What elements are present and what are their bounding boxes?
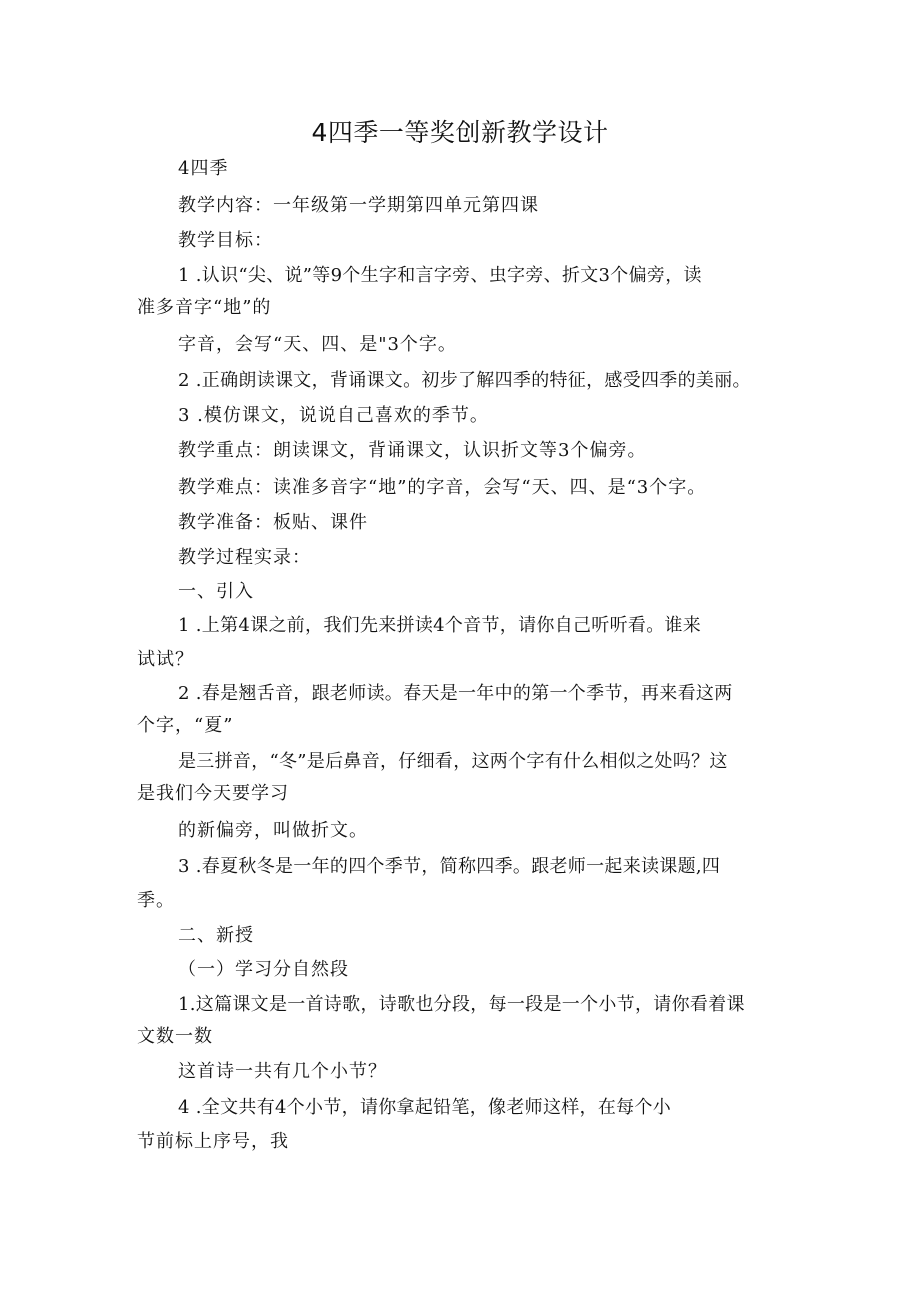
intro-step-3-line-2: 季。 [137, 890, 175, 911]
goal-1-line-2: 准多音字“地”的 [137, 297, 272, 318]
intro-step-2-line-1: 2 .春是翘舌音，跟老师读。春天是一年中的第一个季节，再来看这两 [178, 683, 733, 704]
teaching-preparation: 教学准备：板贴、课件 [178, 512, 368, 533]
section-introduction: 一、引入 [178, 581, 254, 602]
intro-step-2-line-4: 是我们今天要学习 [137, 783, 289, 804]
teaching-content: 教学内容：一年级第一学期第四单元第四课 [178, 195, 539, 216]
goal-2: 2 .正确朗读课文，背诵课文。初步了解四季的特征，感受四季的美丽。 [178, 370, 751, 391]
new-step-1-line-3: 这首诗一共有几个小节？ [178, 1061, 387, 1082]
intro-step-2-line-2: 个字，“夏” [137, 715, 234, 736]
intro-step-1-line-1: 1 .上第4课之前，我们先来拼读4个音节，请你自己听听看。谁来 [178, 615, 702, 636]
section-new-lesson: 二、新授 [178, 925, 254, 946]
document-title: 4四季一等奖创新教学设计 [311, 118, 609, 147]
subsection-paragraphs: （一）学习分自然段 [178, 959, 349, 980]
goal-3: 3 .模仿课文，说说自己喜欢的季节。 [178, 405, 489, 426]
teaching-difficulties: 教学难点：读准多音字“地”的字音，会写“天、四、是“3个字。 [178, 477, 707, 498]
goal-1-line-3: 字音，会写“天、四、是"3个字。 [178, 334, 457, 355]
process-heading: 教学过程实录： [178, 547, 311, 568]
goal-1-line-1: 1 .认识“尖、说”等9个生字和言字旁、虫字旁、折文3个偏旁，读 [178, 265, 702, 286]
intro-step-1-line-2: 试试？ [137, 649, 194, 670]
teaching-key-points: 教学重点：朗读课文，背诵课文，认识折文等3个偏旁。 [178, 440, 647, 461]
new-step-4-line-1: 4 .全文共有4个小节，请你拿起铅笔，像老师这样，在每个小 [178, 1097, 672, 1118]
intro-step-2-line-3: 是三拼音，“冬”是后鼻音，仔细看，这两个字有什么相似之处吗？这 [178, 751, 728, 772]
intro-step-2-line-5: 的新偏旁，叫做折文。 [178, 820, 368, 841]
intro-step-3-line-1: 3 .春夏秋冬是一年的四个季节，简称四季。跟老师一起来读课题,四 [178, 856, 721, 877]
new-step-1-line-1: 1.这篇课文是一首诗歌，诗歌也分段，每一段是一个小节，请你看着课 [178, 994, 745, 1015]
new-step-1-line-2: 文数一数 [137, 1026, 213, 1047]
new-step-4-line-2: 节前标上序号，我 [137, 1131, 289, 1152]
teaching-goals-heading: 教学目标： [178, 230, 273, 251]
lesson-heading: 4四季 [178, 158, 229, 179]
